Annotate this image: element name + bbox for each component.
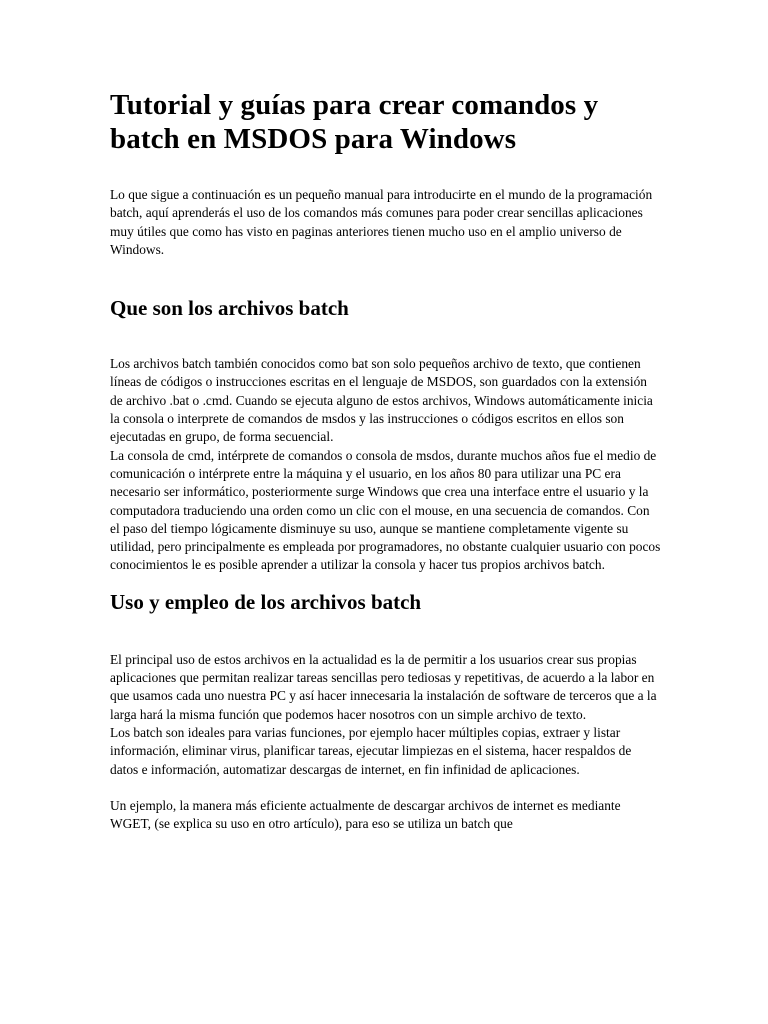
section-heading-que-son: Que son los archivos batch [110,296,349,321]
section-heading-uso-y-empleo: Uso y empleo de los archivos batch [110,589,422,614]
section-paragraph: La consola de cmd, intérprete de comandos o consola de msdos, durante muchos años fue el medio de comunicación o intérprete entre la máquina y el usuario, en los años 80 para utilizar una PC era necesario ser informático, posteriormente surge Windows que crea una interface entre el usuario y la computadora traduciendo una orden como un clic con el mouse, en una secuencia de comandos. Con el paso del tiempo lógicamente disminuye su uso, aunque se mantiene completamente vigente su utilidad, pero principalmente es empleada por programadores, no obstante cualquier usuario con pocos conocimientos le es posible aprender a utilizar la consola y hacer tus propios archivos batch. [110,447,661,573]
document-page [110,88,662,833]
section-paragraph: Un ejemplo, la manera más eficiente actualmente de descargar archivos de internet es mediante WGET, (se explica su uso en otro artículo), para eso se utiliza un batch que [110,797,621,832]
section-paragraph: Los batch son ideales para varias funciones, por ejemplo hacer múltiples copias, extraer y listar información, eliminar virus, planificar tareas, ejecutar limpiezas en el sistema, hacer respaldos de datos e información, automatizar descargas de internet, en fin infinidad de aplicaciones. [110,724,632,777]
document-title: Tutorial y guías para crear comandos y batch en MSDOS para Windows [110,89,599,155]
section-paragraph: Los archivos batch también conocidos como bat son solo pequeños archivo de texto, que contienen líneas de códigos o instrucciones escritas en el lenguaje de MSDOS, son guardados con la extensión de archivo .bat o .cmd. Cuando se ejecuta alguno de estos archivos, Windows automáticamente inicia la consola o interprete de comandos de msdos y las instrucciones o códigos escritos en ellos son ejecutadas en grupo, de forma secuencial. [110,356,653,445]
section-paragraph: El principal uso de estos archivos en la actualidad es la de permitir a los usuarios crear sus propias aplicaciones que permitan realizar tareas sencillas pero tediosas y repetitivas, de acuerdo a la labor en que usamos cada uno nuestra PC y así hacer innecesaria la instalación de software de terceros que a la larga hará la misma función que podemos hacer nosotros con un simple archivo de texto. [110,651,657,722]
intro-paragraph: Lo que sigue a continuación es un pequeño manual para introducirte en el mundo de la programación batch, aquí aprenderás el uso de los comandos más comunes para poder crear sencillas aplicaciones muy útiles que como has visto en paginas anteriores tienen mucho uso en el amplio universo de Windows. [110,187,653,257]
